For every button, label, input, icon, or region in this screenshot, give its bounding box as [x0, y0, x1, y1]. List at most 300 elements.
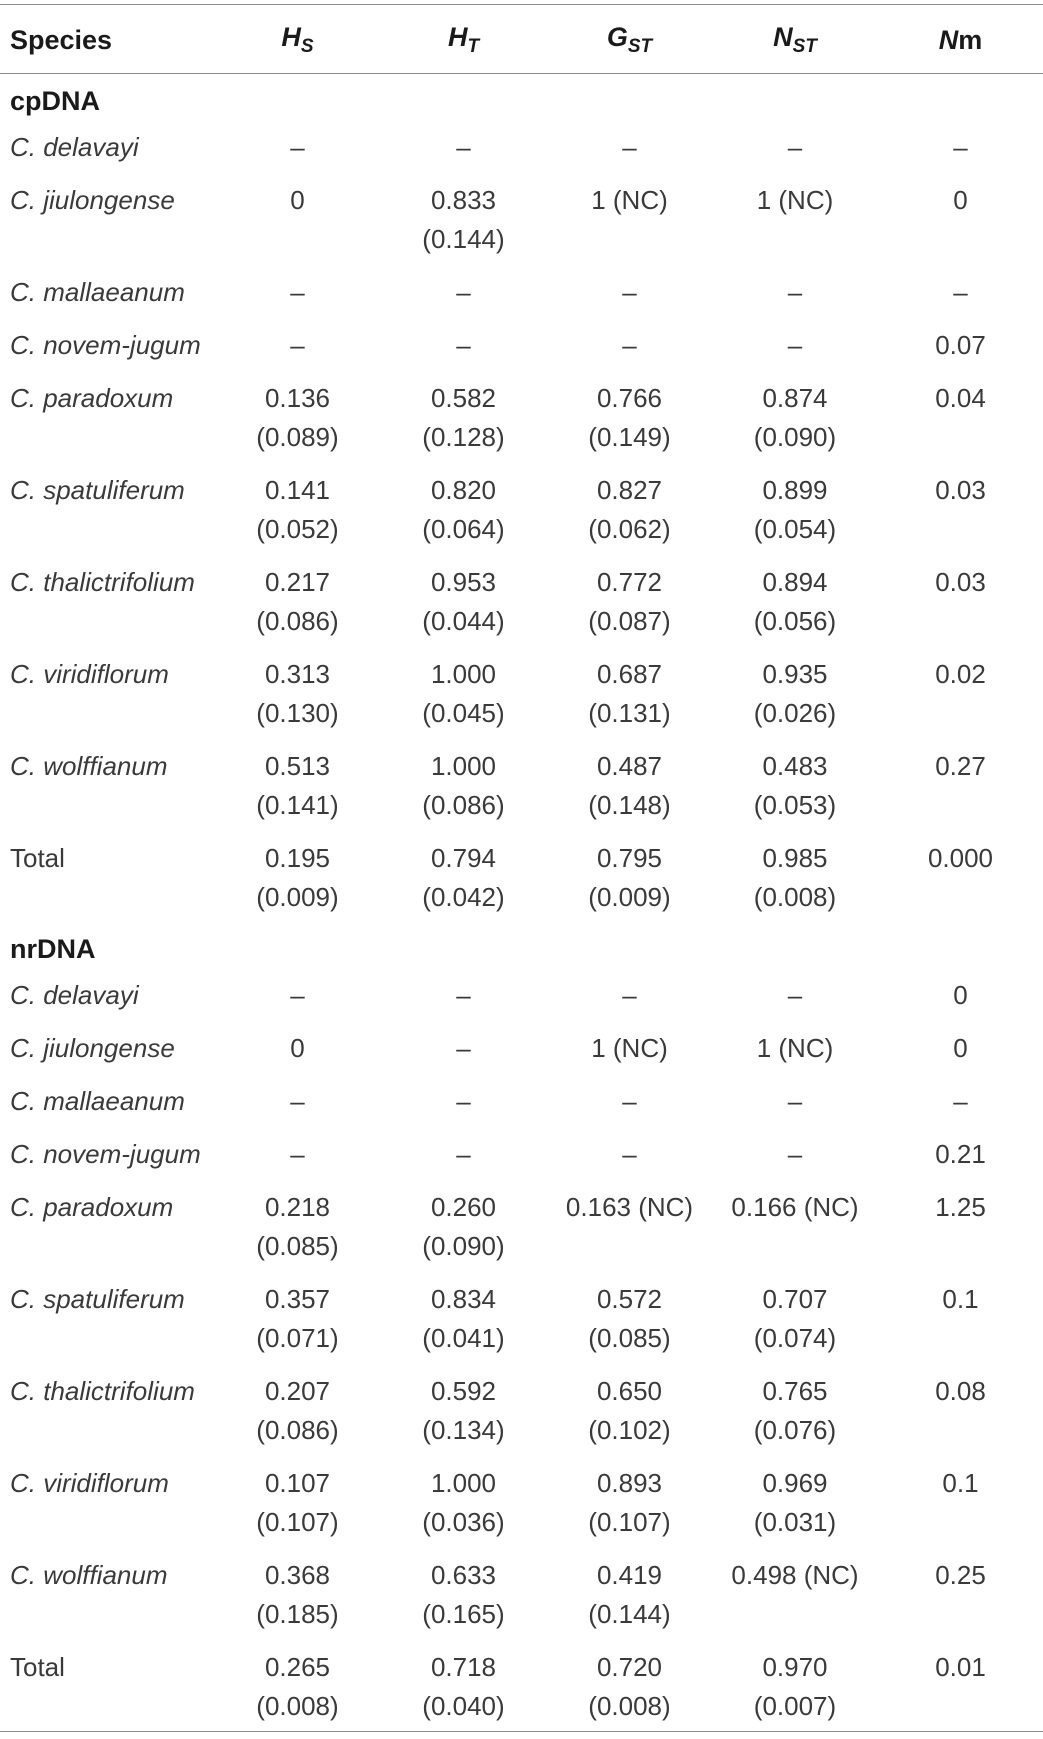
- gst-cell: [547, 1457, 712, 1549]
- ht-cell: [380, 1273, 547, 1365]
- value: –: [787, 132, 803, 162]
- value: 0.582: [430, 383, 497, 413]
- nm-cell: [878, 1181, 1043, 1273]
- gst-cell: [547, 556, 712, 648]
- value: 0.218: [264, 1192, 331, 1222]
- value: 0.357: [264, 1284, 331, 1314]
- standard-error: (0.144): [588, 1599, 671, 1629]
- nm-cell: [878, 556, 1043, 648]
- table-row: [0, 1273, 1043, 1365]
- nst-cell: [712, 556, 878, 648]
- standard-error: (0.044): [422, 606, 505, 636]
- value: –: [456, 1033, 471, 1063]
- standard-error: (0.007): [753, 1691, 837, 1721]
- value: 0.08: [935, 1376, 986, 1406]
- nst-cell: [712, 1365, 878, 1457]
- gst-cell: [547, 1549, 712, 1641]
- gst-cell: [547, 1365, 712, 1457]
- value: 0.107: [264, 1468, 331, 1498]
- nm-cell: [878, 372, 1043, 464]
- species-cell: C. wolffianum: [10, 751, 168, 781]
- value: 0: [290, 185, 305, 215]
- nst-cell: [712, 266, 878, 319]
- gst-cell: [547, 319, 712, 372]
- value: 0.650: [596, 1376, 663, 1406]
- nm-cell: [878, 121, 1043, 174]
- table-row: [0, 266, 1043, 319]
- table-row: [0, 121, 1043, 174]
- value: 1.000: [430, 751, 497, 781]
- value: –: [953, 1086, 968, 1116]
- value: –: [787, 277, 803, 307]
- species-cell: C. jiulongense: [10, 1033, 175, 1063]
- value: –: [456, 277, 471, 307]
- value: 0.969: [762, 1468, 828, 1498]
- table-row: [0, 1075, 1043, 1128]
- value: 0.04: [935, 383, 986, 413]
- value: 0.217: [264, 567, 331, 597]
- value: 0.21: [935, 1139, 986, 1169]
- hs-cell: [215, 1181, 380, 1273]
- value: 0.265: [264, 1652, 331, 1682]
- standard-error: (0.185): [256, 1599, 339, 1629]
- value: –: [787, 330, 803, 360]
- value: 1.000: [430, 659, 497, 689]
- value: 0.07: [935, 330, 986, 360]
- gst-cell: [547, 969, 712, 1022]
- value: 0.487: [596, 751, 663, 781]
- value: 0.1: [942, 1468, 979, 1498]
- standard-error: (0.149): [588, 422, 671, 452]
- ht-cell: [380, 464, 547, 556]
- standard-error: (0.056): [753, 606, 837, 636]
- table-row: [0, 1457, 1043, 1549]
- gst-cell: [547, 1075, 712, 1128]
- nst-cell: [712, 372, 878, 464]
- species-cell: C. viridiflorum: [10, 1468, 169, 1498]
- hs-cell: [215, 319, 380, 372]
- nm-cell: [878, 174, 1043, 266]
- ht-cell: [380, 556, 547, 648]
- value: –: [290, 980, 305, 1010]
- value: 0.953: [430, 567, 497, 597]
- value: 0.707: [762, 1284, 828, 1314]
- value: 0.687: [596, 659, 663, 689]
- standard-error: (0.045): [422, 698, 505, 728]
- hs-cell: [215, 648, 380, 740]
- hs-cell: [215, 372, 380, 464]
- standard-error: (0.144): [422, 224, 505, 254]
- table-row: [0, 556, 1043, 648]
- value: 0.166 (NC): [731, 1192, 859, 1222]
- nst-cell: [712, 1022, 878, 1075]
- value: 0.766: [596, 383, 663, 413]
- standard-error: (0.107): [256, 1507, 339, 1537]
- table-row: [0, 740, 1043, 832]
- value: 0.772: [596, 567, 663, 597]
- value: 0.27: [935, 751, 986, 781]
- standard-error: (0.102): [588, 1415, 671, 1445]
- hs-cell: [215, 174, 380, 266]
- gst-cell: [547, 832, 712, 924]
- ht-cell: [380, 1128, 547, 1181]
- header-nst: $N_{ST}$: [773, 22, 817, 57]
- table-row: [0, 1022, 1043, 1075]
- value: 0.207: [264, 1376, 331, 1406]
- nm-cell: [878, 266, 1043, 319]
- standard-error: (0.009): [256, 882, 339, 912]
- hs-cell: [215, 1273, 380, 1365]
- table-row: [0, 464, 1043, 556]
- value: –: [290, 1086, 305, 1116]
- standard-error: (0.089): [256, 422, 339, 452]
- value: 0.834: [430, 1284, 497, 1314]
- table-body: [0, 76, 1043, 1733]
- species-cell: Total: [10, 1652, 65, 1682]
- ht-cell: [380, 1365, 547, 1457]
- nm-cell: [878, 1365, 1043, 1457]
- species-cell: C. mallaeanum: [10, 1086, 185, 1116]
- table-row: [0, 832, 1043, 924]
- value: 0.572: [596, 1284, 663, 1314]
- gst-cell: [547, 1273, 712, 1365]
- nm-cell: [878, 1075, 1043, 1128]
- nst-cell: [712, 121, 878, 174]
- value: 0.141: [264, 475, 331, 505]
- value: 0.985: [762, 843, 828, 873]
- standard-error: (0.054): [753, 514, 837, 544]
- header-row: [0, 4, 1043, 76]
- species-cell: C. viridiflorum: [10, 659, 169, 689]
- table-row: [0, 1128, 1043, 1181]
- standard-error: (0.107): [588, 1507, 671, 1537]
- hs-cell: [215, 1022, 380, 1075]
- value: 0.02: [935, 659, 986, 689]
- value: 0.01: [935, 1652, 986, 1682]
- bottom-rule: [0, 1731, 1043, 1732]
- value: 0.827: [596, 475, 663, 505]
- standard-error: (0.052): [256, 514, 339, 544]
- value: 1 (NC): [591, 185, 668, 215]
- hs-cell: [215, 1365, 380, 1457]
- nst-cell: [712, 740, 878, 832]
- ht-cell: [380, 969, 547, 1022]
- standard-error: (0.040): [422, 1691, 505, 1721]
- ht-cell: [380, 266, 547, 319]
- nm-cell: [878, 319, 1043, 372]
- ht-cell: [380, 648, 547, 740]
- standard-error: (0.128): [422, 422, 505, 452]
- nst-cell: [712, 1273, 878, 1365]
- nst-cell: [712, 1128, 878, 1181]
- hs-cell: [215, 832, 380, 924]
- value: 1 (NC): [756, 1033, 834, 1063]
- value: 0.874: [762, 383, 828, 413]
- standard-error: (0.064): [422, 514, 505, 544]
- nst-cell: [712, 648, 878, 740]
- standard-error: (0.071): [256, 1323, 339, 1353]
- value: 0.970: [762, 1652, 828, 1682]
- standard-error: (0.087): [588, 606, 671, 636]
- hs-cell: [215, 1075, 380, 1128]
- header-species: Species: [10, 24, 113, 55]
- hs-cell: [215, 740, 380, 832]
- gst-cell: [547, 648, 712, 740]
- value: –: [456, 132, 471, 162]
- nst-cell: [712, 969, 878, 1022]
- value: 0.633: [430, 1560, 497, 1590]
- nm-cell: [878, 969, 1043, 1022]
- standard-error: (0.090): [422, 1231, 505, 1261]
- value: 0.820: [430, 475, 497, 505]
- standard-error: (0.086): [256, 1415, 339, 1445]
- nst-cell: [712, 174, 878, 266]
- section-title: nrDNA: [10, 934, 96, 964]
- value: 0.483: [762, 751, 828, 781]
- hs-cell: [215, 556, 380, 648]
- value: 0.893: [596, 1468, 663, 1498]
- ht-cell: [380, 319, 547, 372]
- value: 0.513: [264, 751, 331, 781]
- standard-error: (0.085): [588, 1323, 671, 1353]
- value: 1 (NC): [591, 1033, 668, 1063]
- standard-error: (0.074): [753, 1323, 837, 1353]
- value: –: [456, 330, 471, 360]
- standard-error: (0.130): [256, 698, 339, 728]
- gst-cell: [547, 121, 712, 174]
- section-title: cpDNA: [10, 86, 101, 116]
- table-row: [0, 319, 1043, 372]
- value: –: [622, 1139, 637, 1169]
- value: 0.03: [935, 475, 986, 505]
- standard-error: (0.053): [753, 790, 837, 820]
- ht-cell: [380, 1457, 547, 1549]
- nst-cell: [712, 319, 878, 372]
- standard-error: (0.165): [422, 1599, 505, 1629]
- table-row: [0, 1365, 1043, 1457]
- value: 0.163 (NC): [565, 1192, 694, 1222]
- standard-error: (0.008): [256, 1691, 339, 1721]
- ht-cell: [380, 1181, 547, 1273]
- header-rule: [0, 73, 1043, 74]
- value: –: [290, 132, 305, 162]
- value: –: [787, 980, 803, 1010]
- hs-cell: [215, 969, 380, 1022]
- value: 0.000: [927, 843, 994, 873]
- value: 0.765: [762, 1376, 828, 1406]
- species-cell: C. novem-jugum: [10, 1139, 201, 1169]
- standard-error: (0.031): [753, 1507, 837, 1537]
- gst-cell: [547, 174, 712, 266]
- species-cell: C. jiulongense: [10, 185, 175, 215]
- standard-error: (0.131): [588, 698, 671, 728]
- table-row: [0, 1549, 1043, 1641]
- gst-cell: [547, 372, 712, 464]
- value: 0.899: [762, 475, 828, 505]
- nm-cell: [878, 1457, 1043, 1549]
- nst-cell: [712, 832, 878, 924]
- hs-cell: [215, 1641, 380, 1733]
- gst-cell: [547, 464, 712, 556]
- standard-error: (0.134): [422, 1415, 505, 1445]
- standard-error: (0.141): [256, 790, 339, 820]
- nm-cell: [878, 464, 1043, 556]
- value: –: [953, 132, 968, 162]
- nst-cell: [712, 464, 878, 556]
- standard-error: (0.090): [753, 422, 837, 452]
- table-row: [0, 1181, 1043, 1273]
- value: 0.260: [430, 1192, 497, 1222]
- value: –: [456, 980, 471, 1010]
- header-gst: $G_{ST}$: [606, 22, 653, 57]
- species-cell: C. novem-jugum: [10, 330, 201, 360]
- value: 0.894: [762, 567, 828, 597]
- value: 0.195: [264, 843, 331, 873]
- genetic-diversity-table: [0, 4, 1043, 1733]
- value: 0.795: [596, 843, 663, 873]
- nst-cell: [712, 1181, 878, 1273]
- value: –: [787, 1086, 803, 1116]
- gst-cell: [547, 1128, 712, 1181]
- ht-cell: [380, 740, 547, 832]
- table-row: [0, 969, 1043, 1022]
- nst-cell: [712, 1641, 878, 1733]
- value: 0.718: [430, 1652, 497, 1682]
- nm-cell: [878, 740, 1043, 832]
- species-cell: C. thalictrifolium: [10, 567, 195, 597]
- value: 1.25: [935, 1192, 986, 1222]
- gst-cell: [547, 1181, 712, 1273]
- species-cell: C. delavayi: [10, 132, 139, 162]
- value: –: [787, 1139, 803, 1169]
- species-cell: C. delavayi: [10, 980, 139, 1010]
- species-cell: C. spatuliferum: [10, 1284, 185, 1314]
- value: 0.368: [264, 1560, 331, 1590]
- hs-cell: [215, 1457, 380, 1549]
- value: –: [622, 1086, 637, 1116]
- ht-cell: [380, 1641, 547, 1733]
- value: 0.1: [942, 1284, 979, 1314]
- value: –: [456, 1139, 471, 1169]
- value: –: [622, 277, 637, 307]
- table-row: [0, 648, 1043, 740]
- nm-cell: [878, 1549, 1043, 1641]
- section-row-nrdna: [0, 924, 1043, 969]
- species-cell: C. paradoxum: [10, 383, 174, 413]
- table-row: [0, 174, 1043, 266]
- header-hs: $H_S$: [281, 22, 314, 57]
- value: 0: [953, 1033, 968, 1063]
- nm-cell: [878, 832, 1043, 924]
- value: 0.833: [430, 185, 497, 215]
- standard-error: (0.008): [588, 1691, 671, 1721]
- hs-cell: [215, 266, 380, 319]
- value: 0: [953, 185, 968, 215]
- ht-cell: [380, 174, 547, 266]
- value: 0.935: [762, 659, 828, 689]
- species-cell: Total: [10, 843, 65, 873]
- value: 1.000: [430, 1468, 497, 1498]
- ht-cell: [380, 1549, 547, 1641]
- value: 0.720: [596, 1652, 663, 1682]
- nst-cell: [712, 1457, 878, 1549]
- standard-error: (0.042): [422, 882, 505, 912]
- standard-error: (0.086): [422, 790, 505, 820]
- section-row-cpdna: [0, 76, 1043, 121]
- value: –: [622, 330, 637, 360]
- gst-cell: [547, 1022, 712, 1075]
- nm-cell: [878, 1128, 1043, 1181]
- standard-error: (0.062): [588, 514, 671, 544]
- species-cell: C. thalictrifolium: [10, 1376, 195, 1406]
- value: 1 (NC): [756, 185, 834, 215]
- standard-error: (0.036): [422, 1507, 505, 1537]
- ht-cell: [380, 1075, 547, 1128]
- ht-cell: [380, 372, 547, 464]
- value: 0: [953, 980, 968, 1010]
- nst-cell: [712, 1075, 878, 1128]
- value: –: [622, 980, 637, 1010]
- value: 0.498 (NC): [731, 1560, 859, 1590]
- nm-cell: [878, 1273, 1043, 1365]
- ht-cell: [380, 1022, 547, 1075]
- standard-error: (0.086): [256, 606, 339, 636]
- hs-cell: [215, 121, 380, 174]
- gst-cell: [547, 1641, 712, 1733]
- ht-cell: [380, 121, 547, 174]
- standard-error: (0.009): [588, 882, 671, 912]
- standard-error: (0.026): [753, 698, 837, 728]
- standard-error: (0.148): [588, 790, 671, 820]
- species-cell: C. paradoxum: [10, 1192, 174, 1222]
- standard-error: (0.076): [753, 1415, 837, 1445]
- value: 0.794: [430, 843, 497, 873]
- value: 0.313: [264, 659, 331, 689]
- value: 0.25: [935, 1560, 986, 1590]
- value: –: [953, 277, 968, 307]
- standard-error: (0.008): [753, 882, 837, 912]
- gst-cell: [547, 740, 712, 832]
- value: –: [456, 1086, 471, 1116]
- hs-cell: [215, 464, 380, 556]
- table-row: [0, 1641, 1043, 1733]
- value: 0.592: [430, 1376, 497, 1406]
- header-nm: Nm: [938, 24, 983, 55]
- nst-cell: [712, 1549, 878, 1641]
- value: 0: [290, 1033, 305, 1063]
- standard-error: (0.041): [422, 1323, 505, 1353]
- species-cell: C. spatuliferum: [10, 475, 185, 505]
- nm-cell: [878, 648, 1043, 740]
- species-cell: C. mallaeanum: [10, 277, 185, 307]
- value: –: [290, 277, 305, 307]
- value: 0.136: [264, 383, 331, 413]
- species-cell: C. wolffianum: [10, 1560, 168, 1590]
- value: –: [290, 330, 305, 360]
- value: –: [290, 1139, 305, 1169]
- nm-cell: [878, 1022, 1043, 1075]
- header-ht: $H_T$: [447, 22, 480, 57]
- hs-cell: [215, 1549, 380, 1641]
- gst-cell: [547, 266, 712, 319]
- value: 0.419: [596, 1560, 663, 1590]
- ht-cell: [380, 832, 547, 924]
- nm-cell: [878, 1641, 1043, 1733]
- hs-cell: [215, 1128, 380, 1181]
- table-row: [0, 372, 1043, 464]
- value: 0.03: [935, 567, 986, 597]
- value: –: [622, 132, 637, 162]
